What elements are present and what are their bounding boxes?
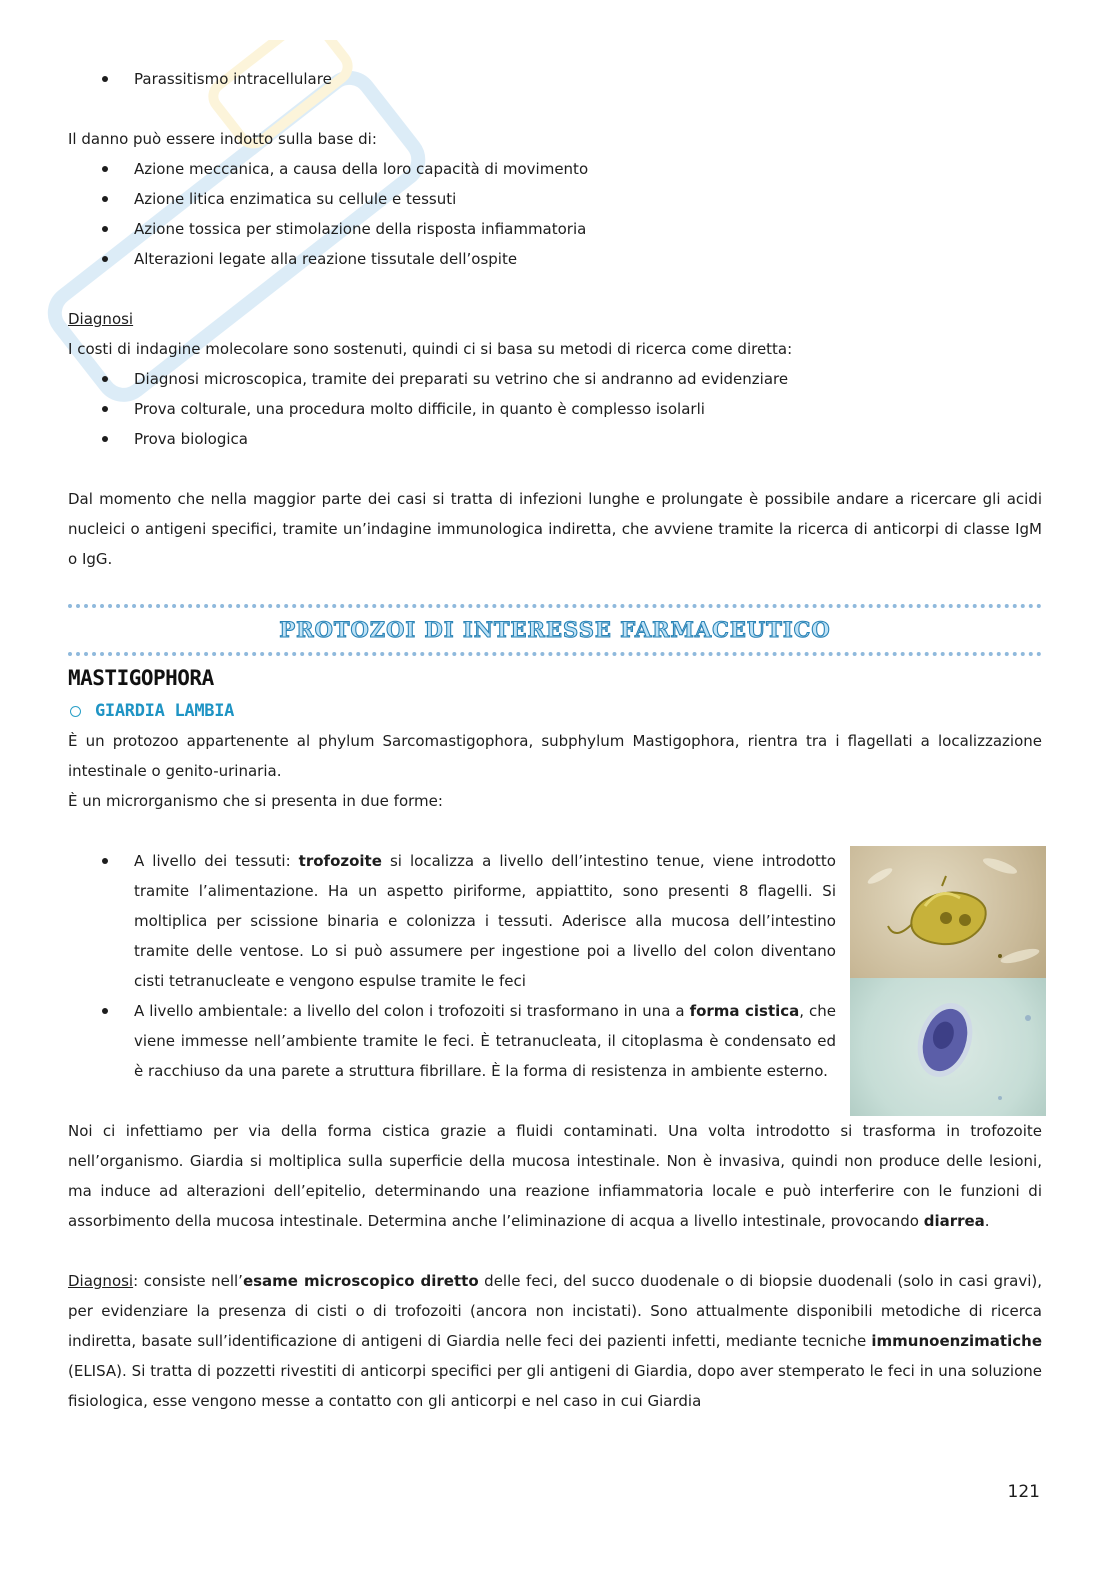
section-title-text: PROTOZOI DI INTERESSE FARMACEUTICO [279,617,831,642]
diagnosis-paragraph: Dal momento che nella maggior parte dei casi si tratta di infezioni lunghe e prolungate è possibile andare a ricercare gli acidi nucleici o antigeni specifici, tramite un’indagine immunologica indiretta, che avviene tramite la ricerca di anticorpi di classe IgM o IgG. [68,490,1042,568]
dotted-divider [68,652,1042,656]
giardia-paragraph-2: È un microrganismo che si presenta in due forme: [68,792,443,810]
list-item-cyst: A livello ambientale: a livello del colon i trofozoiti si trasformano in una a forma cistica, che viene immesse nell’ambiente tramite le feci. È tetranucleata, il citoplasma è condensato ed è racchiuso da una parete a struttura fibrillare. È la forma di resistenza in ambiente esterno. [68,996,836,1086]
infection-paragraph: Noi ci infettiamo per via della forma cistica grazie a fluidi contaminati. Una volta introdotto si trasforma in trofozoite nell’organismo. Giardia si moltiplica sulla superficie della mucosa intestinale. Non è invasiva, quindi non produce delle lesioni, ma induce ad alterazioni dell’epitelio, determinando una reazione infiammatoria locale e può interferire con le funzioni di assorbimento della mucosa intestinale. Determina anche l’eliminazione di acqua a livello intestinale, provocando diarrea. [68,1122,1042,1230]
diagnosis-intro: I costi di indagine molecolare sono sostenuti, quindi ci si basa su metodi di ricerca come diretta: [68,340,793,358]
list-item-trophozoite: A livello dei tessuti: trofozoite si localizza a livello dell’intestino tenue, viene introdotto tramite l’alimentazione. Ha un aspetto piriforme, appiattito, sono presenti 8 flagelli. Si moltiplica per scissione binaria e colonizza i tessuti. Aderisce alla mucosa dell’intestino tramite delle ventose. Lo si può assumere per ingestione poi a livello del colon diventano cisti tetranucleate e vengono espulse tramite le feci [68,846,836,996]
list-item: Azione litica enzimatica su cellule e tessuti [68,184,1042,214]
giardia-paragraph-1: È un protozoo appartenente al phylum Sarcomastigophora, subphylum Mastigophora, rientra tra i flagellati a localizzazione intestinale o genito-urinaria. [68,732,1042,780]
list-item: Diagnosi microscopica, tramite dei preparati su vetrino che si andranno ad evidenziare [68,364,1042,394]
intro-bullet-list [68,64,1042,94]
giardia-diagnosis-paragraph: Diagnosi: consiste nell’esame microscopico diretto delle feci, del succo duodenale o di biopsie duodenali (solo in casi gravi), per evidenziare la presenza di cisti o di trofozoiti (ancora non incistati). Sono attualmente disponibili metodiche di ricerca indiretta, basate sull’identificazione di antigeni di Giardia nelle feci dei pazienti infetti, mediante tecniche immunoenzimatiche (ELISA). Si tratta di pozzetti rivestiti di anticorpi specifici per gli antigeni di Giardia, dopo aver stemperato le feci in una soluzione fisiologica, esse vengono messe a contatto con gli anticorpi e nel caso in cui Giardia [68,1272,1042,1410]
diagnosis-list [68,364,1042,454]
trophozoite-micrograph [850,846,1046,978]
damage-list [68,154,1042,274]
forms-list [68,846,836,1086]
giardia-heading-text: GIARDIA LAMBIA [95,701,235,721]
list-item: Prova biologica [68,424,1042,454]
list-item: Alterazioni legate alla reazione tissutale dell’ospite [68,244,1042,274]
forms-block [68,846,1042,1086]
list-item: Azione tossica per stimolazione della risposta infiammatoria [68,214,1042,244]
damage-intro: Il danno può essere indotto sulla base di: [68,130,377,148]
cyst-micrograph [850,978,1046,1116]
diagnosis-heading: Diagnosi [68,310,134,328]
giardia-heading [68,696,1042,726]
circle-bullet-icon [70,706,81,717]
micrograph-column [850,846,1046,1116]
section-title [68,608,1042,652]
list-item: Parassitismo intracellulare [68,64,1042,94]
list-item: Prova colturale, una procedura molto difficile, in quanto è complesso isolarli [68,394,1042,424]
mastigophora-heading: MASTIGOPHORA [68,666,214,690]
page-number: 121 [1007,1482,1040,1502]
list-item: Azione meccanica, a causa della loro capacità di movimento [68,154,1042,184]
page-content [68,64,1042,1416]
